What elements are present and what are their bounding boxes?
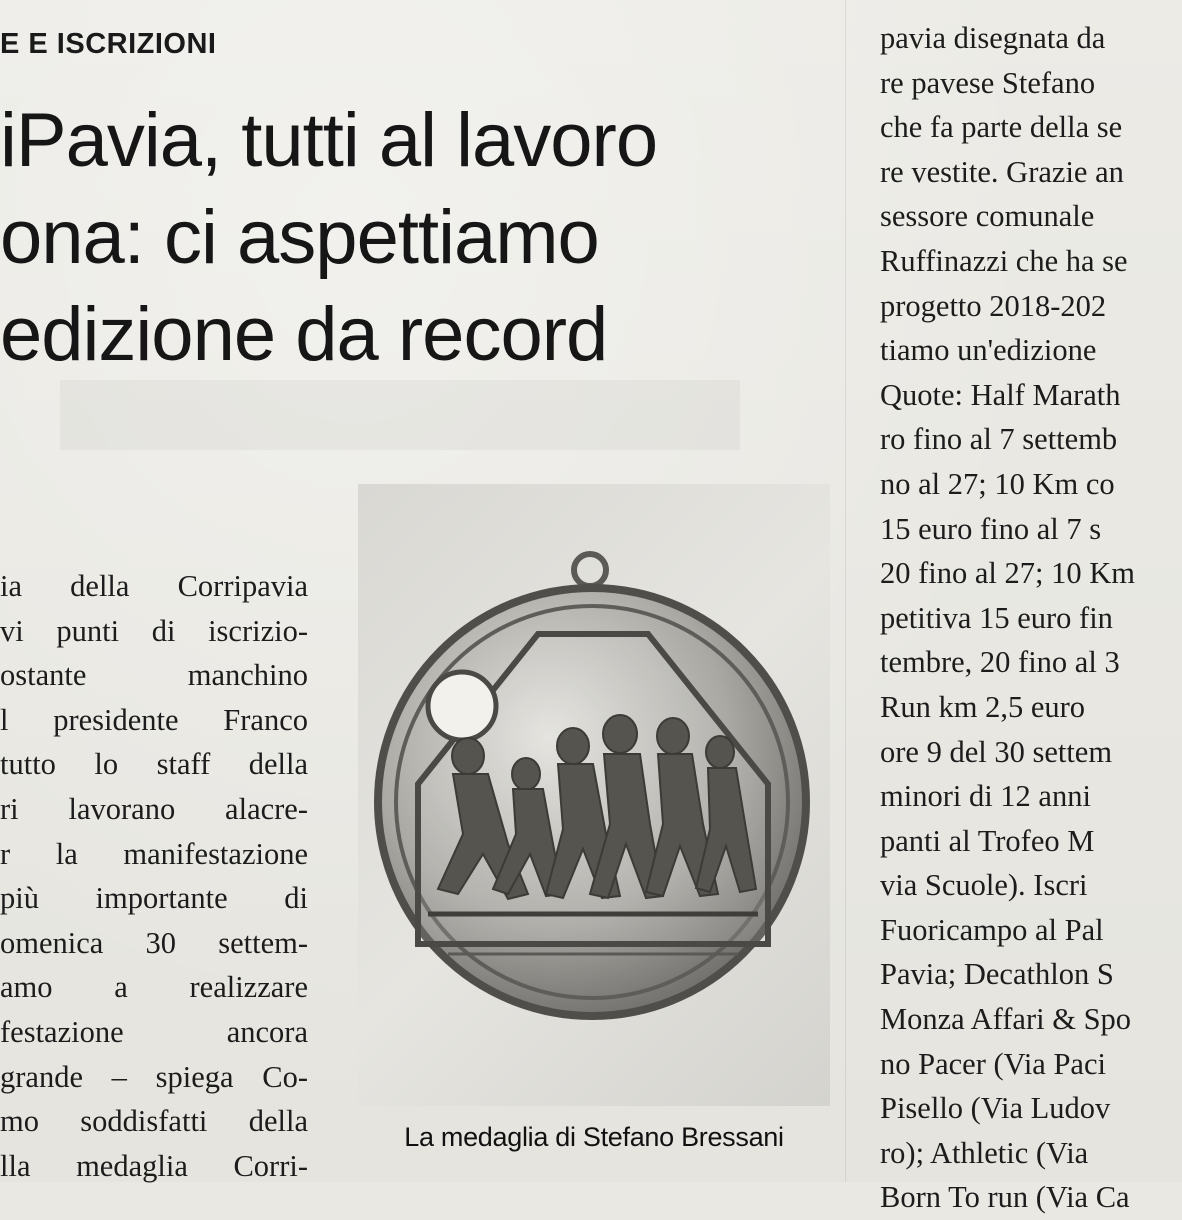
body-line: minori di 12 anni (880, 779, 1091, 814)
body-line: ore 9 del 30 settem (880, 734, 1113, 769)
body-line: vi punti di iscrizio- (0, 613, 308, 648)
medal-illustration (358, 484, 830, 1106)
headline-line: ona: ci aspettiamo (0, 195, 599, 280)
body-line: Pisello (Via Ludov (880, 1091, 1111, 1126)
headline-line: edizione da record (0, 292, 608, 377)
headline (0, 92, 840, 383)
body-line: 15 euro fino al 7 s (880, 511, 1102, 546)
body-line: lla medaglia Corri- (0, 1148, 308, 1183)
body-line: pavia disegnata da (880, 21, 1106, 55)
body-line: tembre, 20 fino al 3 (880, 645, 1120, 680)
section-kicker: E E ISCRIZIONI (0, 28, 217, 60)
body-line: no Pacer (Via Paci (880, 1046, 1106, 1081)
body-line: omenica 30 settem- (0, 925, 308, 960)
body-column-left (0, 564, 308, 1188)
body-line: re vestite. Grazie an (880, 154, 1124, 189)
body-column-right (880, 16, 1182, 1220)
medal-photo (358, 484, 830, 1106)
body-line: più importante di (0, 881, 308, 916)
body-line: amo a realizzare (0, 970, 308, 1005)
body-line: re pavese Stefano (880, 65, 1096, 100)
body-line: ri lavorano alacre- (0, 791, 308, 826)
photo-caption: La medaglia di Stefano Bressani (404, 1122, 784, 1152)
body-line: ostante manchino (0, 658, 308, 693)
body-line: Born To run (Via Ca (880, 1180, 1130, 1215)
body-line: Quote: Half Marath (880, 377, 1121, 412)
body-line: via Scuole). Iscri (880, 868, 1088, 903)
body-line: no al 27; 10 Km co (880, 466, 1115, 501)
body-line: l presidente Franco (0, 702, 308, 737)
body-line: Pavia; Decathlon S (880, 957, 1114, 992)
body-line: Ruffinazzi che ha se (880, 243, 1128, 278)
body-line: panti al Trofeo M (880, 823, 1095, 858)
body-line: Fuoricampo al Pal (880, 912, 1104, 947)
body-line: grande – spiega Co- (0, 1059, 308, 1094)
body-line: mo soddisfatti della (0, 1104, 308, 1139)
body-line: petitiva 15 euro fin (880, 600, 1113, 635)
body-line: 20 fino al 27; 10 Km (880, 556, 1135, 591)
body-line: tutto lo staff della (0, 747, 308, 782)
body-line: ro); Athletic (Via (880, 1135, 1089, 1170)
medal-sun (428, 672, 496, 740)
body-line: festazione ancora (0, 1014, 308, 1049)
body-line: ia della Corripavia (0, 569, 308, 603)
body-line: progetto 2018-202 (880, 288, 1107, 323)
body-line: ro fino al 7 settemb (880, 422, 1118, 457)
body-line: che fa parte della se (880, 110, 1123, 145)
headline-line: iPavia, tutti al lavoro (0, 98, 658, 183)
body-line: tiamo un'edizione (880, 333, 1097, 368)
body-line: sessore comunale (880, 199, 1095, 234)
body-line: Run km 2,5 euro (880, 689, 1086, 724)
body-line: r la manifestazione (0, 836, 308, 871)
body-line: Monza Affari & Spo (880, 1002, 1132, 1037)
medal-loop (574, 554, 606, 586)
column-divider (845, 0, 846, 1182)
